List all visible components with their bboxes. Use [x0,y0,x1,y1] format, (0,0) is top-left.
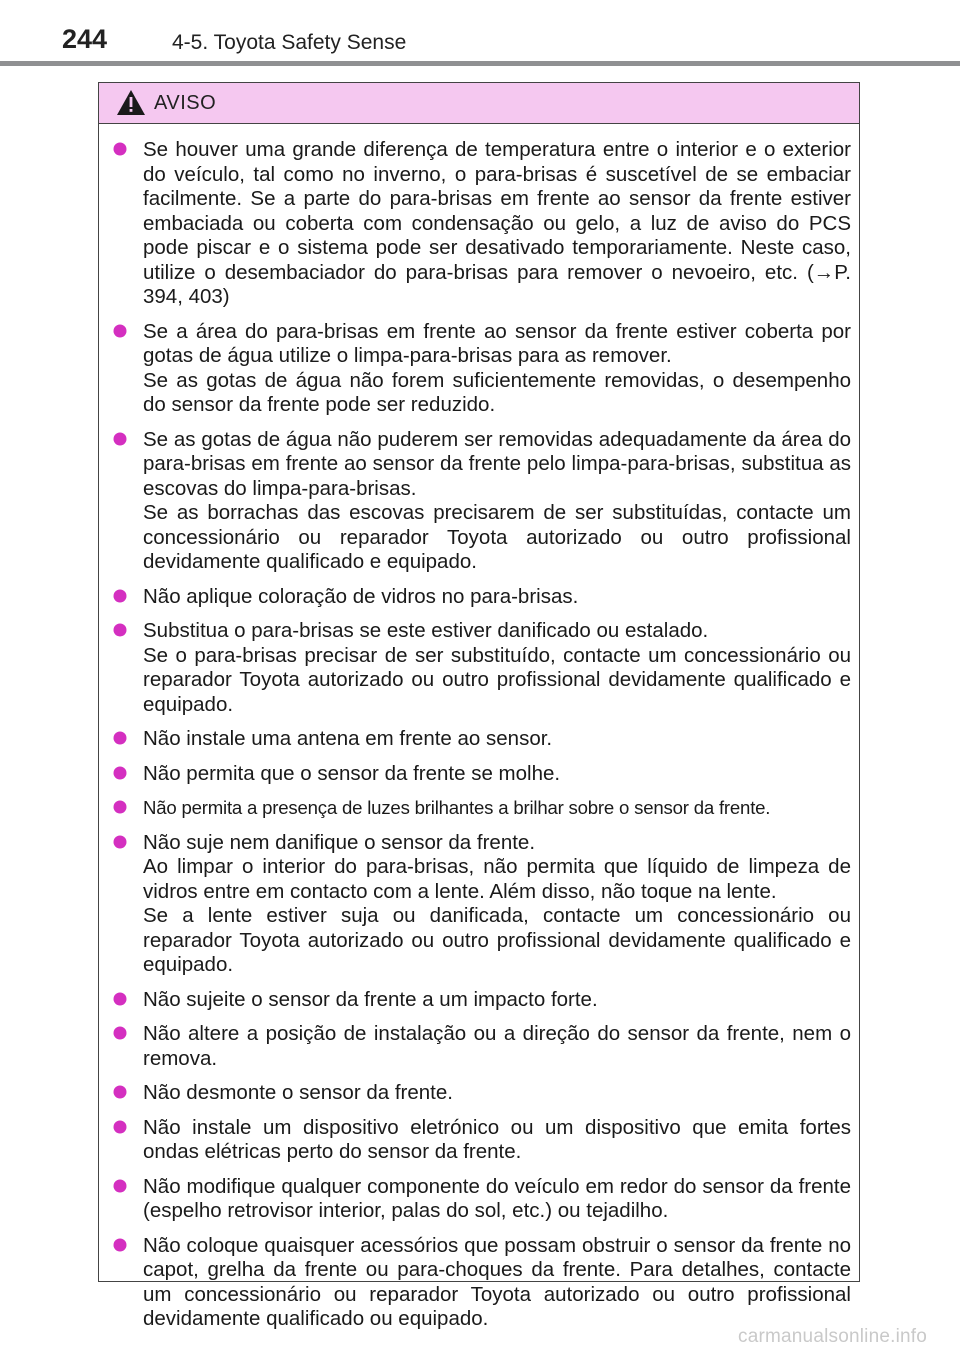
list-item [113,1116,851,1165]
bullet-icon [113,589,131,603]
list-item [113,727,851,752]
list-item [113,619,851,717]
item-paragraph: Não aplique coloração de vidros no para-brisas. [143,584,579,608]
list-item-text [143,796,851,821]
warning-triangle-icon [116,89,146,116]
list-item [113,138,851,310]
warning-list [99,124,859,1332]
list-item-text [143,831,851,978]
list-item-text [143,1081,851,1106]
list-item-text [143,762,851,787]
list-item [113,762,851,787]
item-paragraph: Não coloque quaisquer acessórios que possam obstruir o sensor da frente no capot, grelha da frente ou para-choques da frente. Para detalhes, contacte um concessionário ou reparador Toyota autorizado ou outro profissional devidamente qualificado ou equipado. [143,1233,851,1330]
list-item [113,428,851,575]
list-item-text [143,1175,851,1224]
bullet-icon [113,992,131,1006]
item-paragraph: Não permita a presença de luzes brilhantes a brilhar sobre o sensor da frente. [143,797,771,818]
list-item [113,1022,851,1071]
list-item [113,831,851,978]
header-rule [0,61,960,66]
page-number: 244 [62,24,108,54]
list-item-text [143,1234,851,1332]
item-paragraph: Substitua o para-brisas se este estiver danificado ou estalado. [143,619,709,642]
list-item [113,1234,851,1332]
item-paragraph: Ao limpar o interior do para-brisas, não permita que líquido de limpeza de vidros entre em contacto com a lente. Além disso, não toque na lente. [143,855,851,903]
bullet-icon [113,1238,131,1252]
list-item [113,796,851,821]
item-paragraph: Não sujeite o sensor da frente a um impacto forte. [143,987,598,1011]
bullet-icon [113,800,131,814]
warning-header [99,83,859,124]
list-item-text [143,1022,851,1071]
list-item-text [143,428,851,575]
list-item [113,585,851,610]
bullet-icon [113,623,131,637]
list-item [113,1081,851,1106]
list-item-text [143,727,851,752]
item-paragraph: Não modifique qualquer componente do veículo em redor do sensor da frente (espelho retrovisor interior, palas do sol, etc.) ou tejadilho. [143,1174,851,1222]
item-paragraph: Se as gotas de água não forem suficientemente removidas, o desempenho do sensor da frente pode ser reduzido. [143,368,851,416]
list-item-text [143,1116,851,1165]
bullet-icon [113,766,131,780]
item-paragraph: Não altere a posição de instalação ou a direção do sensor da frente, nem o remova. [143,1022,851,1070]
item-paragraph: Não desmonte o sensor da frente. [143,1081,453,1104]
item-paragraph: Se as borrachas das escovas precisarem de ser substituídas, contacte um concessionário ou reparador Toyota autorizado ou outro profissional devidamente qualificado e equipado. [143,501,851,573]
list-item-text [143,988,851,1013]
item-paragraph: Se as gotas de água não puderem ser removidas adequadamente da área do para-brisas em frente ao sensor da frente pelo limpa-para-brisas, substitua as escovas do limpa-para-brisas. [143,427,851,500]
list-item [113,1175,851,1224]
watermark: carmanualsonline.info [738,1326,928,1347]
list-item-text [143,320,851,418]
item-paragraph: Não instale uma antena em frente ao sensor. [143,727,553,750]
item-paragraph: Se a área do para-brisas em frente ao sensor da frente estiver coberta por gotas de água utilize o limpa-para-brisas para as remover. [143,319,851,367]
bullet-icon [113,835,131,849]
item-paragraph: Não permita que o sensor da frente se molhe. [143,761,561,785]
list-item-text [143,138,851,310]
item-paragraph: Se o para-brisas precisar de ser substituído, contacte um concessionário ou reparador Toyota autorizado ou outro profissional devidamente qualificado e equipado. [143,643,851,716]
warning-label: AVISO [154,92,217,114]
item-paragraph: Não instale um dispositivo eletrónico ou um dispositivo que emita fortes ondas elétricas perto do sensor da frente. [143,1115,851,1163]
bullet-icon [113,1120,131,1134]
list-item [113,320,851,418]
bullet-icon [113,324,131,338]
list-item-text [143,585,851,610]
section-title: 4-5. Toyota Safety Sense [172,31,407,54]
item-paragraph: Não suje nem danifique o sensor da frente. [143,830,536,854]
bullet-icon [113,142,131,156]
page-header [0,0,960,66]
item-paragraph: Se a lente estiver suja ou danificada, contacte um concessionário ou reparador Toyota autorizado ou outro profissional devidamente qualificado e equipado. [143,904,851,976]
warning-box [98,82,860,1330]
bullet-icon [113,432,131,446]
bullet-icon [113,731,131,745]
list-item-text [143,619,851,717]
bullet-icon [113,1085,131,1099]
bullet-icon [113,1026,131,1040]
bullet-icon [113,1179,131,1193]
item-paragraph: Se houver uma grande diferença de temperatura entre o interior e o exterior do veículo, tal como no inverno, o para-brisas é suscetível de se embaciar facilmente. Se a parte do para-brisas em frente ao sensor da frente estiver embaciada ou coberta com condensação ou gelo, a luz de aviso do PCS pode piscar e o sistema pode ser desativado temporariamente. Neste caso, utilize o desembaciador do para-brisas para remover o nevoeiro, etc. (→P. 394, 403) [143,138,851,308]
list-item [113,988,851,1013]
